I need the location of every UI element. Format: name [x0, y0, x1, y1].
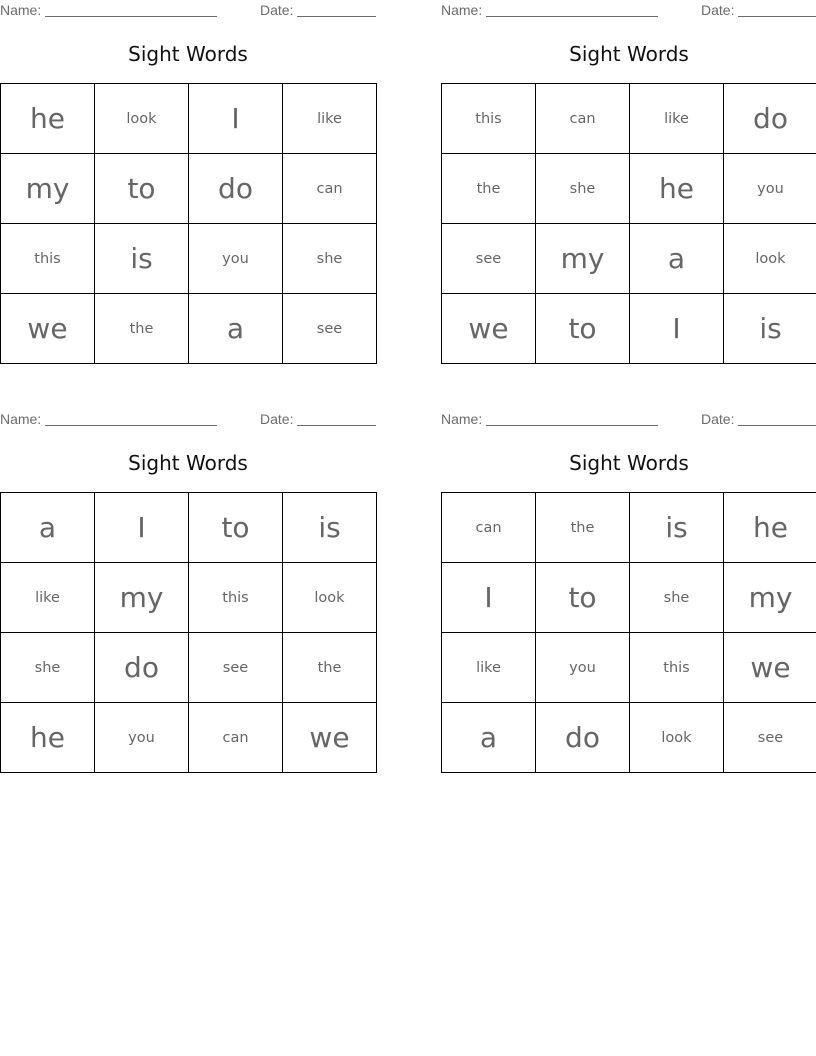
- grid-row: [442, 154, 816, 224]
- word-grid: [0, 492, 377, 773]
- word-cell: to: [189, 493, 283, 563]
- word-cell: see: [442, 224, 536, 294]
- word-cell: the: [283, 633, 377, 703]
- grid-row: [1, 703, 377, 773]
- word-cell: the: [536, 493, 630, 563]
- word-cell: my: [536, 224, 630, 294]
- word-cell: this: [630, 633, 724, 703]
- grid-row: [1, 84, 377, 154]
- grid-row: [442, 703, 816, 773]
- word-cell: we: [283, 703, 377, 773]
- grid-row: [442, 294, 816, 364]
- word-cell: a: [1, 493, 95, 563]
- card-header: [0, 409, 376, 429]
- word-cell: I: [442, 563, 536, 633]
- word-cell: my: [95, 563, 189, 633]
- word-cell: he: [630, 154, 724, 224]
- word-cell: she: [630, 563, 724, 633]
- word-cell: the: [95, 294, 189, 364]
- grid-row: [442, 633, 816, 703]
- word-cell: look: [283, 563, 377, 633]
- word-cell: we: [724, 633, 816, 703]
- word-cell: see: [283, 294, 377, 364]
- word-cell: this: [189, 563, 283, 633]
- word-cell: look: [630, 703, 724, 773]
- date-blank-line: [738, 16, 816, 17]
- word-cell: can: [189, 703, 283, 773]
- word-cell: I: [630, 294, 724, 364]
- card-header: [0, 0, 376, 20]
- word-cell: my: [724, 563, 816, 633]
- word-cell: you: [95, 703, 189, 773]
- word-cell: you: [536, 633, 630, 703]
- word-cell: to: [536, 294, 630, 364]
- word-cell: to: [95, 154, 189, 224]
- word-cell: this: [1, 224, 95, 294]
- word-cell: a: [442, 703, 536, 773]
- word-cell: you: [189, 224, 283, 294]
- grid-row: [442, 224, 816, 294]
- word-cell: like: [630, 84, 724, 154]
- name-blank-line: [486, 16, 658, 17]
- card-title: Sight Words: [569, 451, 689, 475]
- date-label: Date:: [260, 2, 294, 18]
- grid-row: [1, 633, 377, 703]
- grid-row: [1, 154, 377, 224]
- grid-row: [1, 294, 377, 364]
- word-cell: a: [630, 224, 724, 294]
- word-cell: he: [1, 84, 95, 154]
- word-cell: see: [724, 703, 816, 773]
- card-title: Sight Words: [128, 42, 248, 66]
- name-label: Name:: [441, 2, 483, 18]
- word-cell: like: [1, 563, 95, 633]
- name-blank-line: [45, 425, 217, 426]
- word-cell: do: [724, 84, 816, 154]
- word-cell: can: [442, 493, 536, 563]
- word-cell: do: [189, 154, 283, 224]
- word-cell: can: [283, 154, 377, 224]
- word-cell: do: [95, 633, 189, 703]
- grid-row: [1, 563, 377, 633]
- grid-row: [442, 563, 816, 633]
- word-cell: I: [95, 493, 189, 563]
- card-title: Sight Words: [569, 42, 689, 66]
- word-cell: my: [1, 154, 95, 224]
- word-cell: is: [630, 493, 724, 563]
- word-cell: this: [442, 84, 536, 154]
- date-label: Date:: [701, 411, 735, 427]
- word-cell: can: [536, 84, 630, 154]
- word-cell: you: [724, 154, 816, 224]
- date-label: Date:: [260, 411, 294, 427]
- card-header: [441, 409, 816, 429]
- word-cell: she: [536, 154, 630, 224]
- name-label: Name:: [441, 411, 483, 427]
- date-label: Date:: [701, 2, 735, 18]
- date-blank-line: [297, 16, 376, 17]
- word-cell: to: [536, 563, 630, 633]
- word-cell: do: [536, 703, 630, 773]
- word-cell: like: [283, 84, 377, 154]
- grid-row: [442, 84, 816, 154]
- word-cell: the: [442, 154, 536, 224]
- card-title: Sight Words: [128, 451, 248, 475]
- name-blank-line: [486, 425, 658, 426]
- word-cell: she: [1, 633, 95, 703]
- word-cell: is: [283, 493, 377, 563]
- word-cell: look: [95, 84, 189, 154]
- word-grid: [441, 83, 816, 364]
- card-header: [441, 0, 816, 20]
- word-cell: she: [283, 224, 377, 294]
- word-cell: look: [724, 224, 816, 294]
- grid-row: [442, 493, 816, 563]
- word-cell: see: [189, 633, 283, 703]
- name-label: Name:: [0, 411, 42, 427]
- date-blank-line: [738, 425, 816, 426]
- word-cell: a: [189, 294, 283, 364]
- word-grid: [0, 83, 377, 364]
- word-cell: I: [189, 84, 283, 154]
- word-cell: we: [1, 294, 95, 364]
- word-cell: he: [1, 703, 95, 773]
- word-cell: he: [724, 493, 816, 563]
- grid-row: [1, 224, 377, 294]
- grid-row: [1, 493, 377, 563]
- word-grid: [441, 492, 816, 773]
- word-cell: is: [724, 294, 816, 364]
- name-label: Name:: [0, 2, 42, 18]
- word-cell: we: [442, 294, 536, 364]
- word-cell: like: [442, 633, 536, 703]
- date-blank-line: [297, 425, 376, 426]
- name-blank-line: [45, 16, 217, 17]
- word-cell: is: [95, 224, 189, 294]
